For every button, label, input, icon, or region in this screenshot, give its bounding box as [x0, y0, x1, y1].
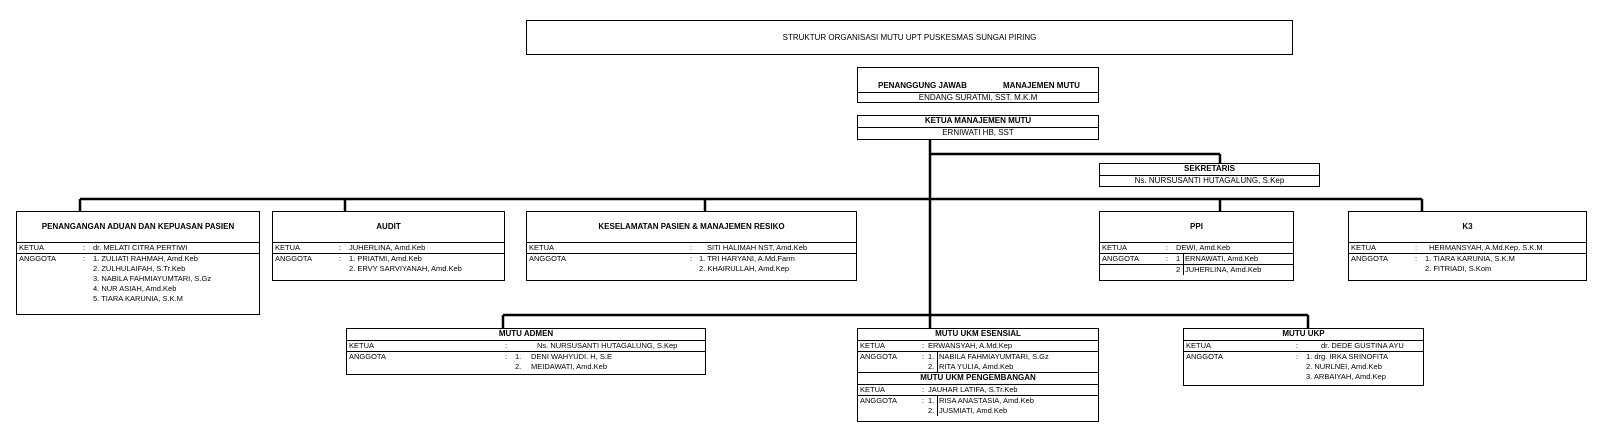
keselamatan-anggota-row — [527, 264, 856, 274]
ketua-manajemen-box — [857, 115, 1099, 140]
keselamatan-anggota-2: 2. KHAIRULLAH, Amd.Kep — [699, 264, 790, 273]
ppi-anggota-row — [1100, 265, 1293, 275]
k3-title: K3 — [1349, 212, 1586, 243]
sekretaris-box — [1099, 163, 1320, 187]
aduan-anggota-row — [17, 264, 259, 274]
keselamatan-anggota-row — [527, 254, 856, 264]
keselamatan-title: KESELAMATAN PASIEN & MANAJEMEN RESIKO — [527, 212, 856, 243]
ukp-box — [1183, 328, 1424, 386]
audit-anggota-label: ANGGOTA — [275, 254, 312, 263]
audit-ketua-name: JUHERLINA, Amd.Keb — [349, 243, 426, 252]
page-title: STRUKTUR ORGANISASI MUTU UPT PUSKESMAS SUNGAI PIRING — [782, 33, 1037, 42]
admen-box — [346, 328, 706, 375]
ketua-manajemen-name: ERNIWATI HB, SST — [942, 128, 1014, 137]
admen-anggota-row — [347, 362, 705, 372]
k3-anggota-row — [1349, 254, 1586, 264]
keselamatan-anggota-colon: : — [690, 254, 693, 263]
ukm-pengembangan-anggota-2: JUSMIATI, Amd.Keb — [939, 406, 1008, 415]
sekretaris-label: SEKRETARIS — [1100, 164, 1319, 176]
k3-anggota-colon: : — [1415, 254, 1418, 263]
aduan-anggota-1: 1. ZULIATI RAHMAH, Amd.Keb — [93, 254, 198, 263]
ukp-anggota-1: 1. drg. IRKA SRINOFITA — [1306, 352, 1388, 361]
audit-anggota-colon: : — [339, 254, 342, 263]
keselamatan-ketua-label: KETUA — [529, 243, 555, 252]
admen-ketua-colon: : — [505, 341, 508, 350]
ukp-ketua-label: KETUA — [1186, 341, 1212, 350]
admen-ketua-name: Ns. NURSUSANTI HUTAGALUNG, S.Kep — [537, 341, 678, 350]
k3-anggota-row — [1349, 264, 1586, 274]
admen-anggota-1: DENI WAHYUDI. H, S.E — [531, 352, 612, 361]
ukp-ketua-row — [1184, 341, 1423, 351]
penanggung-jawab-name: ENDANG SURATMI, SST. M.K.M — [918, 93, 1038, 102]
ppi-anggota-num-2: 2 — [1176, 265, 1181, 274]
k3-box — [1348, 211, 1587, 281]
ukp-anggota-row — [1184, 362, 1423, 372]
admen-anggota-colon: : — [505, 352, 508, 361]
ukm-pengembangan-title: MUTU UKM PENGEMBANGAN — [858, 373, 1098, 385]
aduan-ketua-row — [17, 243, 259, 254]
aduan-anggota-2: 2. ZULHULAIFAH, S.Tr.Keb — [93, 264, 186, 273]
keselamatan-ketua-row — [527, 243, 856, 254]
keselamatan-ketua-colon: : — [690, 243, 693, 252]
aduan-anggota-row — [17, 254, 259, 264]
keselamatan-box — [526, 211, 857, 281]
audit-title: AUDIT — [273, 212, 504, 243]
ukm-esensial-ketua-colon: : — [922, 341, 925, 350]
ukp-ketua-colon: : — [1296, 341, 1299, 350]
keselamatan-ketua-name: SITI HALIMAH NST, Amd.Keb — [707, 243, 808, 252]
penanggung-jawab-box — [857, 67, 1099, 103]
ukm-pengembangan-anggota-num-2: 2. — [928, 406, 935, 415]
ukm-esensial-anggota-num-2: 2. — [928, 362, 935, 371]
aduan-anggota-3: 3. NABILA FAHMIAYUMTARI, S.Gz — [93, 274, 212, 283]
ukp-anggota-colon: : — [1296, 352, 1299, 361]
ukm-pengembangan-anggota-colon: : — [922, 396, 925, 405]
aduan-ketua-name: dr. MELATI CITRA PERTIWI — [93, 243, 188, 252]
ukm-pengembangan-anggota-1: RISA ANASTASIA, Amd.Keb — [939, 396, 1034, 405]
penanggung-jawab-label: PENANGGUNG JAWAB — [878, 81, 967, 90]
ukm-pengembangan-anggota-num-1: 1. — [928, 396, 935, 405]
k3-ketua-name: HERMANSYAH, A.Md.Kep, S.K.M — [1429, 243, 1543, 252]
ppi-ketua-row — [1100, 243, 1293, 254]
audit-anggota-1: 1. PRIATMI, Amd.Keb — [349, 254, 422, 263]
ukm-esensial-ketua-row — [858, 341, 1098, 352]
admen-anggota-row — [347, 352, 705, 362]
ukm-pengembangan-anggota-label: ANGGOTA — [860, 396, 897, 405]
aduan-box — [16, 211, 260, 315]
ukm-esensial-anggota-colon: : — [922, 352, 925, 361]
audit-anggota-row — [273, 264, 504, 274]
admen-ketua-row — [347, 341, 705, 352]
ppi-ketua-label: KETUA — [1102, 243, 1128, 252]
k3-anggota-1: 1. TIARA KARUNIA, S.K.M — [1425, 254, 1515, 263]
aduan-anggota-row — [17, 294, 259, 304]
ukm-esensial-ketua-name: ERWANSYAH, A.Md.Kep — [928, 341, 1013, 350]
audit-ketua-row — [273, 243, 504, 254]
ppi-anggota-2: JUHERLINA, Amd.Keb — [1185, 265, 1262, 274]
ppi-anggota-colon: : — [1166, 254, 1169, 263]
audit-ketua-label: KETUA — [275, 243, 301, 252]
ukm-pengembangan-anggota-row — [858, 406, 1098, 416]
k3-ketua-label: KETUA — [1351, 243, 1377, 252]
ppi-ketua-colon: : — [1166, 243, 1169, 252]
ukm-pengembangan-anggota-row — [858, 396, 1098, 406]
ukp-anggota-3: 3. ARBAIYAH, Amd.Kep — [1306, 372, 1386, 381]
ppi-anggota-num-1: 1 — [1176, 254, 1181, 263]
k3-ketua-colon: : — [1415, 243, 1418, 252]
aduan-anggota-colon: : — [83, 254, 86, 263]
ketua-manajemen-label: KETUA MANAJEMEN MUTU — [858, 116, 1098, 128]
aduan-anggota-4: 4. NUR ASIAH, Amd.Keb — [93, 284, 177, 293]
admen-anggota-num-1: 1. — [515, 352, 522, 361]
keselamatan-anggota-label: ANGGOTA — [529, 254, 566, 263]
ukp-anggota-row — [1184, 372, 1423, 382]
aduan-anggota-label: ANGGOTA — [19, 254, 56, 263]
aduan-anggota-5: 5. TIARA KARUNIA, S.K.M — [93, 294, 183, 303]
aduan-ketua-label: KETUA — [19, 243, 45, 252]
admen-anggota-num-2: 2. — [515, 362, 522, 371]
admen-ketua-label: KETUA — [349, 341, 375, 350]
ppi-ketua-name: DEWI, Amd.Keb — [1176, 243, 1231, 252]
ppi-anggota-label: ANGGOTA — [1102, 254, 1139, 263]
audit-box — [272, 211, 505, 281]
k3-anggota-label: ANGGOTA — [1351, 254, 1388, 263]
ppi-anggota-1: ERNAWATI, Amd.Keb — [1185, 254, 1259, 263]
keselamatan-anggota-1: 1. TRI HARYANI, A.Md.Farm — [699, 254, 795, 263]
ppi-title: PPI — [1100, 212, 1293, 243]
ukm-esensial-anggota-row — [858, 352, 1098, 362]
ukm-pengembangan-ketua-label: KETUA — [860, 385, 886, 394]
k3-anggota-2: 2. FITRIADI, S.Kom — [1425, 264, 1492, 273]
manajemen-mutu-label: MANAJEMEN MUTU — [1003, 81, 1080, 90]
ppi-box — [1099, 211, 1294, 281]
ukp-title: MUTU UKP — [1184, 329, 1423, 341]
ukm-pengembangan-ketua-row — [858, 385, 1098, 396]
admen-anggota-2: MEIDAWATI, Amd.Keb — [531, 362, 607, 371]
ppi-anggota-row — [1100, 254, 1293, 265]
ukm-esensial-title: MUTU UKM ESENSIAL — [858, 329, 1098, 341]
aduan-anggota-row — [17, 274, 259, 284]
ukm-pengembangan-ketua-colon: : — [922, 385, 925, 394]
ukm-esensial-anggota-num-1: 1. — [928, 352, 935, 361]
title-box — [526, 20, 1293, 55]
audit-anggota-2: 2. ERVY SARVIYANAH, Amd.Keb — [349, 264, 462, 273]
aduan-ketua-colon: : — [83, 243, 86, 252]
aduan-anggota-row — [17, 284, 259, 294]
audit-anggota-row — [273, 254, 504, 264]
k3-ketua-row — [1349, 243, 1586, 254]
ukm-pengembangan-ketua-name: JAUHAR LATIFA, S.Tr.Keb — [928, 385, 1018, 394]
ukm-esensial-anggota-2: RITA YULIA, Amd.Keb — [939, 362, 1014, 371]
ukm-box — [857, 328, 1099, 422]
admen-title: MUTU ADMEN — [347, 329, 705, 341]
ukm-esensial-anggota-row — [858, 362, 1098, 373]
ukm-esensial-anggota-1: NABILA FAHMIAYUMTARI, S.Gz — [939, 352, 1049, 361]
ukm-esensial-anggota-label: ANGGOTA — [860, 352, 897, 361]
sekretaris-name: Ns. NURSUSANTI HUTAGALUNG, S.Kep — [1134, 176, 1285, 185]
aduan-title: PENANGANGAN ADUAN DAN KEPUASAN PASIEN — [17, 212, 259, 243]
ukp-anggota-label: ANGGOTA — [1186, 352, 1223, 361]
audit-ketua-colon: : — [339, 243, 342, 252]
ukp-ketua-name: dr. DEDE GUSTINA AYU — [1321, 341, 1404, 350]
ukm-esensial-ketua-label: KETUA — [860, 341, 886, 350]
ukp-anggota-row — [1184, 351, 1423, 362]
ukp-anggota-2: 2. NURLNEI, Amd.Keb — [1306, 362, 1382, 371]
admen-anggota-label: ANGGOTA — [349, 352, 386, 361]
